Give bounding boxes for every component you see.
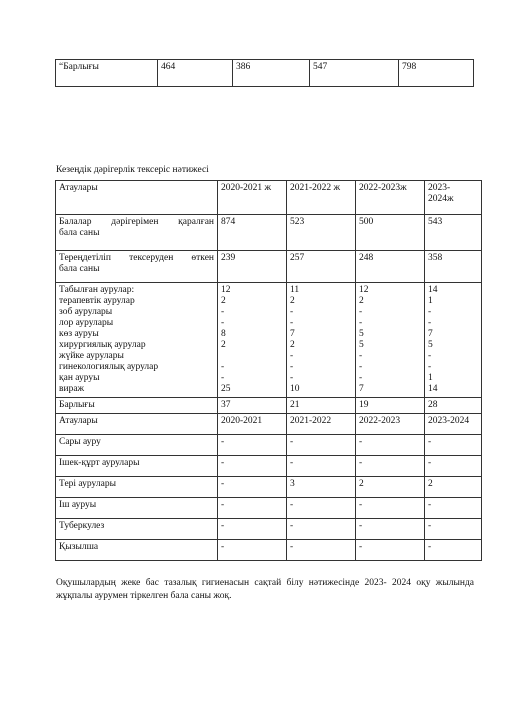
found-value: - (359, 351, 363, 361)
found-value: - (359, 373, 363, 383)
value-cell: 543 (425, 215, 482, 251)
found-value: 2 (221, 296, 226, 306)
value-cell: 547 (310, 60, 399, 87)
found-value: 1 (428, 296, 433, 306)
found-value: 12 (221, 285, 231, 295)
found-values-cell (218, 283, 287, 398)
found-value: - (221, 318, 225, 328)
found-value: - (290, 373, 294, 383)
value-cell: - (287, 435, 356, 456)
year-header-cell: 2020-2021 (218, 414, 287, 435)
year-header-cell: 2022-2023ж (356, 181, 425, 215)
value-cell: 3 (287, 477, 356, 498)
found-diseases-row (56, 283, 482, 398)
value-cell: 874 (218, 215, 287, 251)
found-value: - (428, 307, 432, 317)
table-row (56, 435, 482, 456)
value-cell: 2 (425, 477, 482, 498)
table-row (56, 215, 482, 251)
header-label-cell: Атаулары (56, 414, 218, 435)
found-value: 2 (290, 296, 295, 306)
found-label: Табылған аурулар: (59, 285, 135, 295)
found-label: лор аурулары (59, 318, 114, 328)
found-value: - (359, 307, 363, 317)
total-label-cell: Барлығы (56, 398, 218, 414)
found-values-cell (287, 283, 356, 398)
value-cell: - (356, 519, 425, 540)
row-label-cell: Сары ауру (56, 435, 218, 456)
found-value: - (221, 307, 225, 317)
found-values-cell (356, 283, 425, 398)
row-label-line: бала саны (59, 264, 100, 274)
value-cell: - (356, 498, 425, 519)
found-label: терапевтік аурулар (59, 296, 135, 306)
medical-exam-table (55, 180, 482, 561)
value-cell: 21 (287, 398, 356, 414)
found-value: 7 (290, 329, 295, 339)
year-header-cell: 2020-2021 ж (218, 181, 287, 215)
found-value: - (290, 362, 294, 372)
found-label: гинекологиялық аурулар (59, 362, 159, 372)
row-label-line: Тереңдетіліп тексеруден өткен (59, 253, 214, 263)
row-label-line: бала саны (59, 228, 100, 238)
table-row (56, 498, 482, 519)
footer-paragraph: Оқушылардың жеке бас тазалық гигиенасын сақтай білу нәтижесінде 2023- 2024 оқу жылында жұқпалы аурумен тіркелген бала саны жоқ. (56, 578, 474, 601)
year-header-cell: 2023- 2024ж (425, 181, 482, 215)
table-row (56, 60, 474, 87)
found-value: 25 (221, 384, 231, 394)
found-value: 2 (221, 340, 226, 350)
table-row (56, 540, 482, 561)
value-cell: 248 (356, 251, 425, 283)
found-value: - (359, 362, 363, 372)
value-cell: - (425, 540, 482, 561)
found-values-cell (425, 283, 482, 398)
value-cell: 500 (356, 215, 425, 251)
table-row (56, 477, 482, 498)
value-cell: - (218, 540, 287, 561)
row-label-cell: Іш ауруы (56, 498, 218, 519)
found-value: - (221, 362, 225, 372)
value-cell: 386 (233, 60, 310, 87)
row-label-cell (56, 251, 218, 283)
value-cell: 798 (399, 60, 474, 87)
value-cell: - (287, 456, 356, 477)
value-cell: - (287, 519, 356, 540)
value-cell: - (356, 456, 425, 477)
year-header-cell: 2021-2022 (287, 414, 356, 435)
found-value: - (290, 307, 294, 317)
header-row (56, 181, 482, 215)
found-value: 2 (290, 340, 295, 350)
found-value: - (290, 318, 294, 328)
found-value: 8 (221, 329, 226, 339)
found-value: - (290, 351, 294, 361)
header-row (56, 414, 482, 435)
found-value: - (428, 362, 432, 372)
year-header-cell: 2022-2023 (356, 414, 425, 435)
value-cell: - (287, 498, 356, 519)
value-cell: - (425, 456, 482, 477)
value-cell: - (356, 540, 425, 561)
table-row (56, 519, 482, 540)
table-row (56, 251, 482, 283)
value-cell: 239 (218, 251, 287, 283)
found-value: - (359, 318, 363, 328)
value-cell: - (218, 477, 287, 498)
value-cell: - (356, 435, 425, 456)
found-value: 7 (359, 384, 364, 394)
year-header-cell: 2021-2022 ж (287, 181, 356, 215)
value-cell: - (287, 540, 356, 561)
found-value: 12 (359, 285, 369, 295)
found-label: хирургиялық аурулар (59, 340, 146, 350)
found-label: зоб аурулары (59, 307, 113, 317)
value-cell: - (425, 498, 482, 519)
section-heading: Кезеңдік дәрігерлік тексеріс нәтижесі (56, 165, 209, 175)
value-cell: 464 (158, 60, 233, 87)
row-label-cell: Туберкулез (56, 519, 218, 540)
found-value: 10 (290, 384, 300, 394)
found-value: 14 (428, 285, 438, 295)
value-cell: - (218, 519, 287, 540)
value-cell: 37 (218, 398, 287, 414)
found-value: 5 (359, 329, 364, 339)
value-cell: 2 (356, 477, 425, 498)
found-value: - (221, 373, 225, 383)
found-value: 1 (428, 373, 433, 383)
row-label-cell (56, 215, 218, 251)
total-row (56, 398, 482, 414)
found-value: - (428, 318, 432, 328)
value-cell: 523 (287, 215, 356, 251)
table-row (56, 456, 482, 477)
value-cell: 358 (425, 251, 482, 283)
value-cell: 28 (425, 398, 482, 414)
found-labels-cell (56, 283, 218, 398)
found-value: 11 (290, 285, 300, 295)
value-cell: - (218, 456, 287, 477)
found-value: 7 (428, 329, 433, 339)
row-label-line: Балалар дәрігерімен қаралған (59, 217, 214, 227)
value-cell: 257 (287, 251, 356, 283)
row-label-cell: Қызылша (56, 540, 218, 561)
value-cell: - (425, 519, 482, 540)
found-value: 14 (428, 384, 438, 394)
value-cell: - (425, 435, 482, 456)
value-cell: - (218, 498, 287, 519)
found-label: жүйке аурулары (59, 351, 124, 361)
found-value: 2 (359, 296, 364, 306)
found-value: 5 (359, 340, 364, 350)
value-cell: 19 (356, 398, 425, 414)
found-value: 5 (428, 340, 433, 350)
header-label-cell: Атаулары (56, 181, 218, 215)
found-label: вираж (59, 384, 85, 394)
found-label: көз ауруы (59, 329, 99, 339)
found-value (221, 351, 283, 362)
year-header-cell: 2023-2024 (425, 414, 482, 435)
row-label-cell: Тері аурулары (56, 477, 218, 498)
row-label-cell: Ішек-құрт аурулары (56, 456, 218, 477)
found-label: қан ауруы (59, 373, 100, 383)
summary-total-table (55, 59, 474, 87)
total-label-cell: “Барлығы (56, 60, 158, 87)
value-cell: - (218, 435, 287, 456)
found-value: - (428, 351, 432, 361)
